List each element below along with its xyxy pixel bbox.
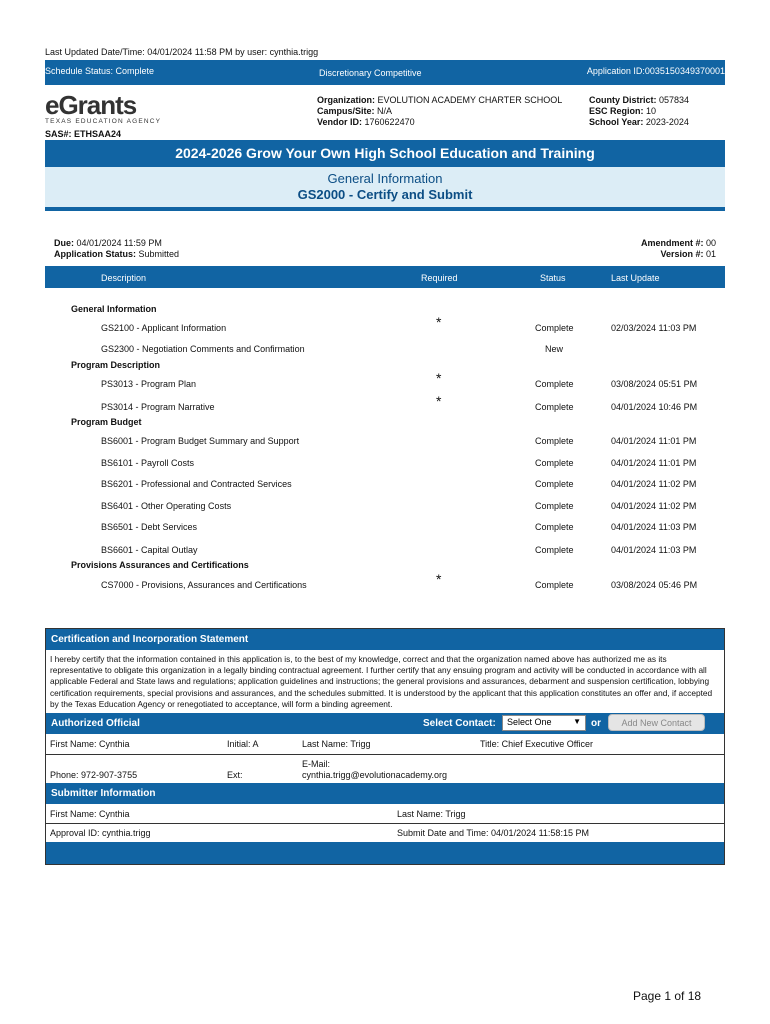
col-required: Required: [421, 273, 458, 283]
official-email: cynthia.trigg@evolutionacademy.org: [302, 770, 448, 780]
col-status: Status: [540, 273, 566, 283]
application-id: Application ID:00351503493700​01: [586, 66, 725, 76]
last-update: 04/01/2024 11:02 PM: [611, 479, 697, 489]
official-initial: Initial: A: [227, 739, 259, 749]
official-email-label: E-Mail:: [302, 759, 331, 769]
due-info: Due: 04/01/2024 11:59 PM Application Status: Submitted: [54, 238, 180, 259]
program-type: Discretionary Competitive: [319, 68, 422, 78]
org-info: Organization: EVOLUTION ACADEMY CHARTER SCHOOL Campus/Site: N/A Vendor ID: 1760622470: [317, 95, 563, 127]
official-heading: Authorized Official: [51, 718, 140, 729]
certification-block: [45, 628, 725, 865]
last-update: 02/03/2024 11:03 PM: [611, 323, 697, 333]
required-marker: *: [436, 370, 442, 386]
header-band: [45, 60, 725, 85]
select-contact-dropdown[interactable]: [502, 715, 586, 731]
official-row-2: [46, 755, 724, 783]
select-contact-label: Select Contact:: [423, 718, 496, 729]
program-title: 2024-2026 Grow Your Own High School Education and Training: [175, 145, 595, 161]
status: Complete: [535, 545, 574, 555]
last-update: 04/01/2024 11:01 PM: [611, 436, 697, 446]
approval-id: Approval ID: cynthia.trigg: [50, 828, 151, 838]
submitter-last-name: Last Name: Trigg: [397, 809, 466, 819]
status: Complete: [535, 522, 574, 532]
last-update: 04/01/2024 11:03 PM: [611, 522, 697, 532]
official-title: Title: Chief Executive Officer: [480, 739, 594, 749]
group-header: Program Budget: [71, 417, 142, 427]
status: Complete: [535, 402, 574, 412]
cert-statement: I hereby certify that the information contained in this application is, to the best of my knowledge, correct and that the organization named above has authorized me as its representative to obligate this organization in a legally binding contractual agreement. I further certify that any ensuing program and activity will be conducted in accordance with all applicable Federal and State laws and regulations; application guidelines and instructions; the general provisions and assurances, debarment and suspension certification, lobbying certification requirements, special provisions and assurances, and the schedules submitted. It is understood by the applicant that this application constitutes an offer and, if accepted by the Texas Education Agency or renegotiated to acceptance, will form a binding agreement.: [50, 654, 713, 709]
divider: [45, 207, 725, 211]
status: Complete: [535, 458, 574, 468]
page-number: Page 1 of 18: [633, 989, 702, 1003]
egrants-logo: [45, 92, 161, 125]
chevron-down-icon: ▼: [573, 717, 581, 726]
official-first-name: First Name: Cynthia: [50, 739, 130, 749]
official-row-1: [46, 734, 724, 755]
section-title: General Information: [327, 171, 443, 186]
logo-subtitle: TEXAS EDUCATION AGENCY: [45, 118, 162, 125]
schedule-link-bs6601[interactable]: BS6601 - Capital Outlay: [101, 545, 198, 555]
submitter-row-1: [46, 804, 724, 824]
official-ext: Ext:: [227, 770, 243, 780]
schedule-link-gs2100[interactable]: GS2100 - Applicant Information: [101, 323, 227, 333]
schedule-link-cs7000[interactable]: CS7000 - Provisions, Assurances and Certifications: [101, 580, 307, 590]
status: Complete: [535, 323, 574, 333]
section-title-band: [45, 167, 725, 207]
schedule-link-bs6201[interactable]: BS6201 - Professional and Contracted Services: [101, 479, 292, 489]
last-update: 04/01/2024 11:02 PM: [611, 501, 697, 511]
schedule-title: GS2000 - Certify and Submit: [297, 187, 473, 202]
last-update: 04/01/2024 11:03 PM: [611, 545, 697, 555]
schedule-link-ps3014[interactable]: PS3014 - Program Narrative: [101, 402, 215, 412]
submitter-header: [46, 783, 724, 804]
status: Complete: [535, 479, 574, 489]
required-marker: *: [436, 393, 442, 409]
last-updated: Last Updated Date/Time: 04/01/2024 11:58 PM by user: cynthia.trigg: [45, 47, 319, 57]
footer-band: [46, 842, 724, 864]
schedule-link-bs6101[interactable]: BS6101 - Payroll Costs: [101, 458, 195, 468]
logo-wordmark: eGrants: [45, 90, 137, 120]
schedule-link-bs6001[interactable]: BS6001 - Program Budget Summary and Support: [101, 436, 300, 446]
schedule-table-header: [45, 266, 725, 288]
official-phone: Phone: 972-907-3755: [50, 770, 138, 780]
group-header: Program Description: [71, 360, 161, 370]
schedule-link-bs6501[interactable]: BS6501 - Debt Services: [101, 522, 198, 532]
last-update: 03/08/2024 05:51 PM: [611, 379, 698, 389]
program-title-band: [45, 140, 725, 167]
schedule-link-gs2300[interactable]: GS2300 - Negotiation Comments and Confirmation: [101, 344, 305, 354]
cert-heading: Certification and Incorporation Statement: [51, 634, 249, 645]
submitter-row-2: [46, 824, 724, 842]
last-update: 04/01/2024 10:46 PM: [611, 402, 698, 412]
status: Complete: [535, 436, 574, 446]
official-last-name: Last Name: Trigg: [302, 739, 371, 749]
or-label: or: [591, 718, 601, 729]
schedule-status: Schedule Status: Complete: [45, 66, 155, 76]
required-marker: *: [436, 571, 442, 587]
col-description: Description: [101, 273, 147, 283]
sas-number: SAS#: ETHSAA24: [45, 129, 122, 139]
amendment-info: Amendment #: 00 Version #: 01: [640, 238, 716, 259]
group-header: Provisions Assurances and Certifications: [71, 560, 249, 570]
district-info: County District: 057834 ESC Region: 10 School Year: 2023-2024: [589, 95, 690, 127]
required-marker: *: [436, 314, 442, 330]
schedule-link-bs6401[interactable]: BS6401 - Other Operating Costs: [101, 501, 232, 511]
status: Complete: [535, 379, 574, 389]
last-update: 03/08/2024 05:46 PM: [611, 580, 698, 590]
status: Complete: [535, 580, 574, 590]
schedule-link-ps3013[interactable]: PS3013 - Program Plan: [101, 379, 197, 389]
last-update: 04/01/2024 11:01 PM: [611, 458, 697, 468]
cert-header: [46, 629, 724, 650]
status: Complete: [535, 501, 574, 511]
submitter-heading: Submitter Information: [51, 788, 156, 799]
group-header: General Information: [71, 304, 157, 314]
submit-datetime: Submit Date and Time: 04/01/2024 11:58:15 PM: [397, 828, 589, 838]
col-last-update: Last Update: [611, 273, 660, 283]
select-contact-value: Select One: [507, 717, 552, 727]
add-new-contact-button[interactable]: Add New Contact: [608, 714, 705, 731]
status: New: [545, 344, 564, 354]
schedule-table: [45, 288, 725, 608]
submitter-first-name: First Name: Cynthia: [50, 809, 130, 819]
